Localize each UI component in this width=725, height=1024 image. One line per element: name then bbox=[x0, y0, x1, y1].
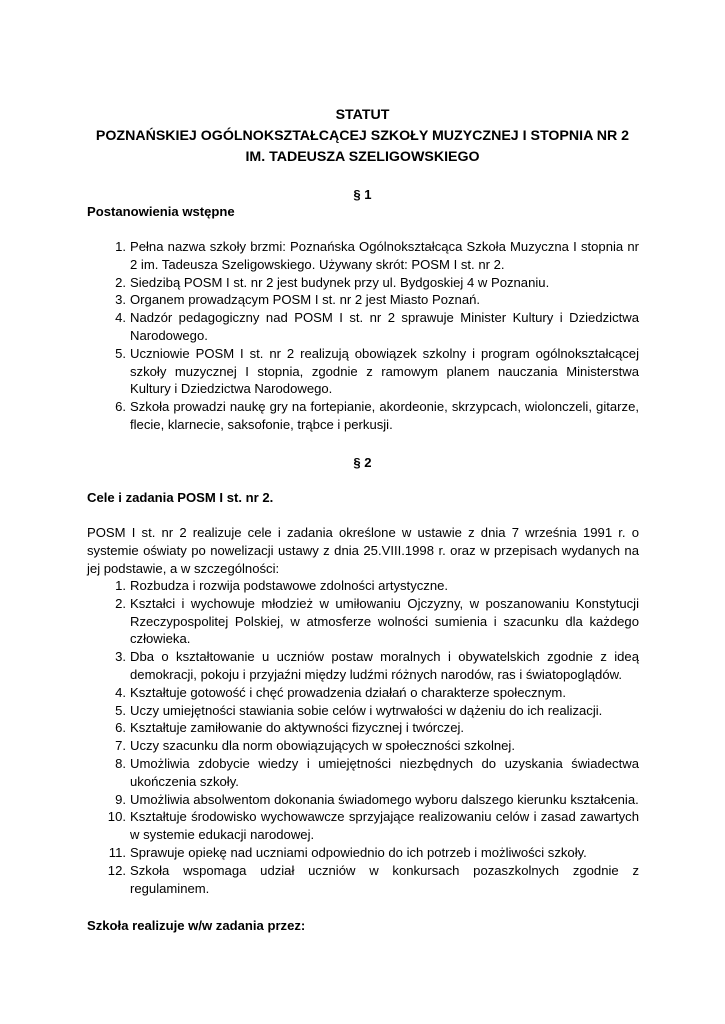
section-1-heading: Postanowienia wstępne bbox=[87, 204, 235, 219]
section-2-intro: POSM I st. nr 2 realizuje cele i zadania określone w ustawie z dnia 7 września 1991 r. o systemie oświaty po nowelizacji ustawy z dnia 25.VIII.1998 r. oraz w przepisach wydanych na jej podstawie, a w szczególności: bbox=[87, 525, 639, 576]
list-item bbox=[87, 684, 639, 702]
list-item bbox=[87, 238, 639, 274]
list-item-number: 2. bbox=[115, 595, 126, 611]
list-item bbox=[87, 808, 639, 844]
list-item bbox=[87, 291, 639, 309]
list-item-number: 10. bbox=[107, 809, 126, 825]
list-item-text: Szkoła wspomaga udział uczniów w konkursach pozaszkolnych zgodnie z regulaminem. bbox=[130, 862, 639, 896]
list-item-number: 12. bbox=[107, 862, 126, 878]
list-item-number: 11. bbox=[108, 844, 126, 860]
doc-subtitle-school: POZNAŃSKIEJ OGÓLNOKSZTAŁCĄCEJ SZKOŁY MUZYCZNEJ I STOPNIA NR 2 bbox=[95, 128, 630, 144]
list-item bbox=[87, 309, 639, 345]
list-item-number: 9. bbox=[115, 791, 126, 807]
list-item-text: Nadzór pedagogiczny nad POSM I st. nr 2 sprawuje Minister Kultury i Dziedzictwa Narodowego. bbox=[130, 310, 639, 343]
list-item-number: 6. bbox=[115, 720, 126, 736]
list-item-text: Organem prowadzącym POSM I st. nr 2 jest Miasto Poznań. bbox=[130, 292, 481, 308]
list-item-text: Uczy umiejętności stawiania sobie celów i wytrwałości w dążeniu do ich realizacji. bbox=[130, 702, 603, 718]
list-item bbox=[87, 862, 639, 898]
list-item-number: 6. bbox=[115, 399, 126, 415]
list-item-text: Pełna nazwa szkoły brzmi: Poznańska Ogólnokształcąca Szkoła Muzyczna I stopnia nr 2 im. Tadeusza Szeligowskiego. Używany skrót: POSM I st. nr 2. bbox=[130, 239, 639, 272]
list-item-text: Umożliwia absolwentom dokonania świadomego wyboru dalszego kierunku kształcenia. bbox=[130, 791, 639, 807]
list-item bbox=[87, 274, 639, 292]
list-item bbox=[87, 791, 639, 809]
list-item-number: 3. bbox=[115, 292, 126, 308]
list-item bbox=[87, 398, 639, 434]
list-item bbox=[87, 737, 639, 755]
list-item bbox=[87, 719, 639, 737]
list-item bbox=[87, 648, 639, 684]
list-item-number: 3. bbox=[115, 649, 126, 665]
list-item bbox=[87, 755, 639, 791]
list-item-number: 4. bbox=[115, 684, 126, 700]
list-item-text: Kształtuje zamiłowanie do aktywności fizycznej i twórczej. bbox=[130, 720, 465, 736]
doc-title: STATUT bbox=[335, 107, 390, 123]
list-item-text: Siedzibą POSM I st. nr 2 jest budynek przy ul. Bydgoskiej 4 w Poznaniu. bbox=[130, 274, 550, 290]
doc-subtitle-patron: IM. TADEUSZA SZELIGOWSKIEGO bbox=[245, 149, 480, 165]
list-item-text: Uczy szacunku dla norm obowiązujących w społeczności szkolnej. bbox=[130, 738, 515, 754]
list-item-text: Szkoła prowadzi naukę gry na fortepianie, akordeonie, skrzypcach, wiolonczeli, gitarze, flecie, klarnecie, saksofonie, trąbce i perkusji. bbox=[130, 399, 639, 432]
list-item bbox=[87, 577, 639, 595]
list-item-text: Kształtuje gotowość i chęć prowadzenia działań o charakterze społecznym. bbox=[130, 684, 566, 700]
list-item-text: Uczniowie POSM I st. nr 2 realizują obowiązek szkolny i program ogólnokształcącej szkoły muzycznej I stopnia, zgodnie z ramowym planem nauczania Ministerstwa Kultury i Dziedzictwa Narodowego. bbox=[130, 345, 639, 397]
list-item bbox=[87, 702, 639, 720]
list-item bbox=[87, 345, 639, 398]
list-item-number: 1. bbox=[115, 578, 126, 593]
list-item-text: Umożliwia zdobycie wiedzy i umiejętności niezbędnych do uzyskania świadectwa ukończenia szkoły. bbox=[130, 755, 639, 789]
section-2-mark: § 2 bbox=[353, 455, 372, 470]
list-item-number: 5. bbox=[115, 702, 126, 718]
list-item-number: 5. bbox=[115, 345, 126, 361]
list-item bbox=[87, 595, 639, 648]
list-item-text: Kształci i wychowuje młodzież w umiłowaniu Ojczyzny, w poszanowaniu Konstytucji Rzeczypospolitej Polskiej, w atmosferze wolności sumienia i szacunku dla każdego człowieka. bbox=[130, 595, 639, 647]
list-item-text: Sprawuje opiekę nad uczniami odpowiednio do ich potrzeb i możliwości szkoły. bbox=[130, 844, 587, 860]
section-2-heading: Cele i zadania POSM I st. nr 2. bbox=[87, 490, 274, 505]
list-item-number: 8. bbox=[115, 755, 126, 771]
list-item-number: 7. bbox=[115, 738, 126, 754]
list-item-number: 1. bbox=[115, 239, 126, 254]
section-2-list bbox=[87, 577, 639, 897]
list-item-number: 2. bbox=[115, 274, 126, 290]
list-item bbox=[87, 844, 639, 862]
list-item-text: Kształtuje środowisko wychowawcze sprzyjające realizowaniu celów i zasad zawartych w systemie edukacji narodowej. bbox=[130, 809, 639, 843]
list-item-number: 4. bbox=[115, 310, 126, 326]
section-1-list bbox=[87, 238, 639, 434]
section-1-mark: § 1 bbox=[353, 187, 372, 202]
list-item-text: Dba o kształtowanie u uczniów postaw moralnych i obywatelskich zgodnie z ideą demokracji, pokoju i przyjaźni między ludźmi różnych narodów, ras i światopoglądów. bbox=[130, 649, 639, 682]
section-2-closing-heading: Szkoła realizuje w/w zadania przez: bbox=[87, 918, 306, 933]
list-item-text: Rozbudza i rozwija podstawowe zdolności artystyczne. bbox=[130, 578, 449, 593]
